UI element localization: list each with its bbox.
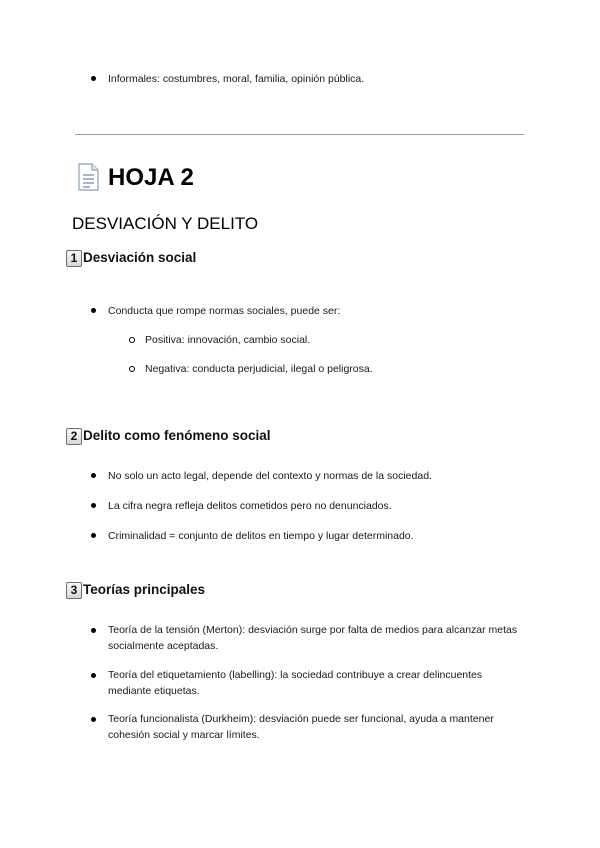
list-item: Conducta que rompe normas sociales, puede ser: — [108, 305, 341, 317]
list-item: No solo un acto legal, depende del contexto y normas de la sociedad. — [108, 470, 432, 482]
keycap-number-icon: 2 — [66, 428, 82, 445]
bullet-dot — [91, 717, 96, 722]
divider — [75, 134, 524, 135]
list-subitem: Positiva: innovación, cambio social. — [145, 334, 311, 346]
keycap-number-icon: 3 — [66, 582, 82, 599]
list-item: Criminalidad = conjunto de delitos en tiempo y lugar determinado. — [108, 530, 414, 542]
bullet-dot — [91, 628, 96, 633]
bullet-circle — [129, 366, 135, 372]
bullet-dot — [91, 533, 96, 538]
subsection-title: Teorías principales — [83, 582, 206, 597]
bullet-dot — [91, 308, 96, 313]
bullet-dot — [91, 76, 96, 81]
bullet-circle — [129, 337, 135, 343]
subsection-title: Delito como fenómeno social — [83, 428, 271, 443]
subsection-title: Desviación social — [83, 250, 197, 265]
bullet-dot — [91, 503, 96, 508]
list-item: Informales: costumbres, moral, familia, opinión pública. — [108, 73, 365, 85]
list-subitem: Negativa: conducta perjudicial, ilegal o peligrosa. — [145, 363, 373, 375]
page-document-icon — [75, 163, 101, 191]
section-heading: DESVIACIÓN Y DELITO — [72, 214, 259, 233]
list-item: La cifra negra refleja delitos cometidos pero no denunciados. — [108, 500, 392, 512]
bullet-dot — [91, 673, 96, 678]
list-item: Teoría de la tensión (Merton): desviación surge por falta de medios para alcanzar metas socialmente aceptadas. — [108, 624, 518, 652]
list-item: Teoría del etiquetamiento (labelling): la sociedad contribuye a crear delincuentes mediante etiquetas. — [108, 669, 483, 697]
bullet-dot — [91, 473, 96, 478]
keycap-number-icon: 1 — [66, 250, 82, 267]
page-title: HOJA 2 — [108, 164, 194, 191]
list-item: Teoría funcionalista (Durkheim): desviación puede ser funcional, ayuda a mantener cohesión social y marcar límites. — [108, 713, 494, 741]
